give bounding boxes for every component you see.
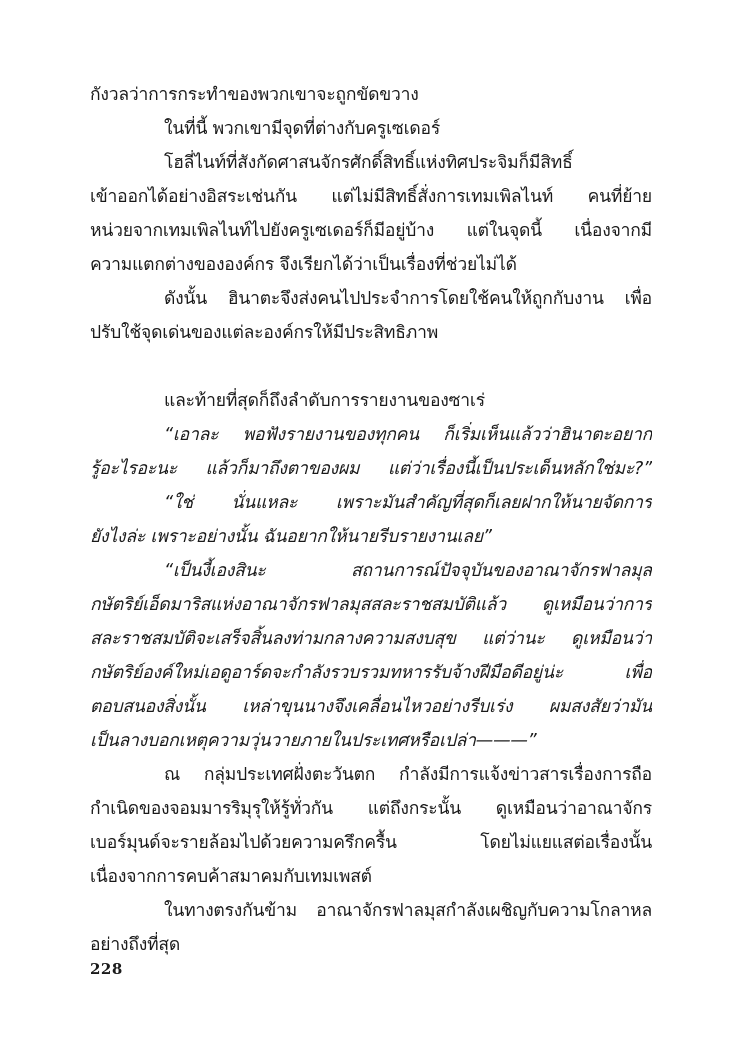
text-line: ในที่นี้ พวกเขามีจุดที่ต่างกับครูเซเดอร์ [164, 119, 441, 139]
text-line: เข้าออกได้อย่างอิสระเช่นกัน แต่ไม่มีสิทธิ์สั่งการเทมเพิลไนท์ คนที่ย้าย [90, 187, 652, 207]
text-line: “เป็นงี้เองสินะ สถานการณ์ปัจจุบันของอาณาจักรฟาลมุส [164, 561, 652, 581]
text-line: ยังไงล่ะ เพราะอย่างนั้น ฉันอยากให้นายรีบรายงานเลย” [90, 527, 492, 547]
text-line: และท้ายที่สุดก็ถึงลำดับการรายงานของซาเร่ [164, 391, 485, 411]
text-line: โฮลี่ไนท์ที่สังกัดศาสนจักรศักดิ์สิทธิ์แห่งทิศประจิมก็มีสิทธิ์ [164, 153, 573, 173]
text-line: ในทางตรงกันข้าม อาณาจักรฟาลมุสกำลังเผชิญกับความโกลาหล [164, 901, 652, 921]
text-line: ปรับใช้จุดเด่นของแต่ละองค์กรให้มีประสิทธิภาพ [90, 323, 439, 343]
body-text [90, 78, 652, 962]
text-line: ดังนั้น ฮินาตะจึงส่งคนไปประจำการโดยใช้คนให้ถูกกับงาน เพื่อ [164, 289, 652, 309]
text-line: กษัตริย์องค์ใหม่เอดูอาร์ดจะกำลังรวบรวมทหารรับจ้างฝีมือดีอยู่น่ะ เพื่อ [90, 663, 652, 683]
text-line: รู้อะไรอะนะ แล้วก็มาถึงตาของผม แต่ว่าเรื่องนี้เป็นประเด็นหลักใช่มะ?” [90, 459, 652, 479]
text-line: สละราชสมบัติจะเสร็จสิ้นลงท่ามกลางความสงบสุข แต่ว่านะ ดูเหมือนว่า [90, 629, 652, 649]
text-line: อย่างถึงที่สุด [90, 935, 181, 955]
text-line: ตอบสนองสิ่งนั้น เหล่าขุนนางจึงเคลื่อนไหวอย่างรีบเร่ง ผมสงสัยว่ามัน [90, 697, 652, 717]
text-line: ความแตกต่างขององค์กร จึงเรียกได้ว่าเป็นเรื่องที่ช่วยไม่ได้ [90, 255, 517, 275]
text-line: กำเนิดของจอมมารริมุรุให้รู้ทั่วกัน แต่ถึงกระนั้น ดูเหมือนว่าอาณาจักร [90, 799, 652, 819]
text-line: ณ กลุ่มประเทศฝั่งตะวันตก กำลังมีการแจ้งข่าวสารเรื่องการถือ [164, 765, 652, 785]
blank-line [90, 350, 652, 384]
text-line: หน่วยจากเทมเพิลไนท์ไปยังครูเซเดอร์ก็มีอยู่บ้าง แต่ในจุดนี้ เนื่องจากมี [90, 221, 652, 241]
text-line: กษัตริย์เอ็ดมาริสแห่งอาณาจักรฟาลมุสสละราชสมบัติแล้ว ดูเหมือนว่าการ [90, 595, 652, 615]
page-number: 228 [90, 960, 123, 978]
text-line: เบอร์มุนด์จะรายล้อมไปด้วยความครึกครื้น โดยไม่แยแสต่อเรื่องนั้น [90, 833, 652, 853]
text-line: “ใช่ นั่นแหละ เพราะมันสำคัญที่สุดก็เลยฝากให้นายจัดการ [164, 493, 652, 513]
text-line: เนื่องจากการคบค้าสมาคมกับเทมเพสต์ [90, 867, 372, 887]
text-line: “เอาละ พอฟังรายงานของทุกคน ก็เริ่มเห็นแล้วว่าฮินาตะอยาก [164, 425, 652, 445]
text-line: เป็นลางบอกเหตุความวุ่นวายภายในประเทศหรือเปล่า———” [90, 731, 537, 751]
text-line: กังวลว่าการกระทำของพวกเขาจะถูกขัดขวาง [90, 85, 419, 105]
